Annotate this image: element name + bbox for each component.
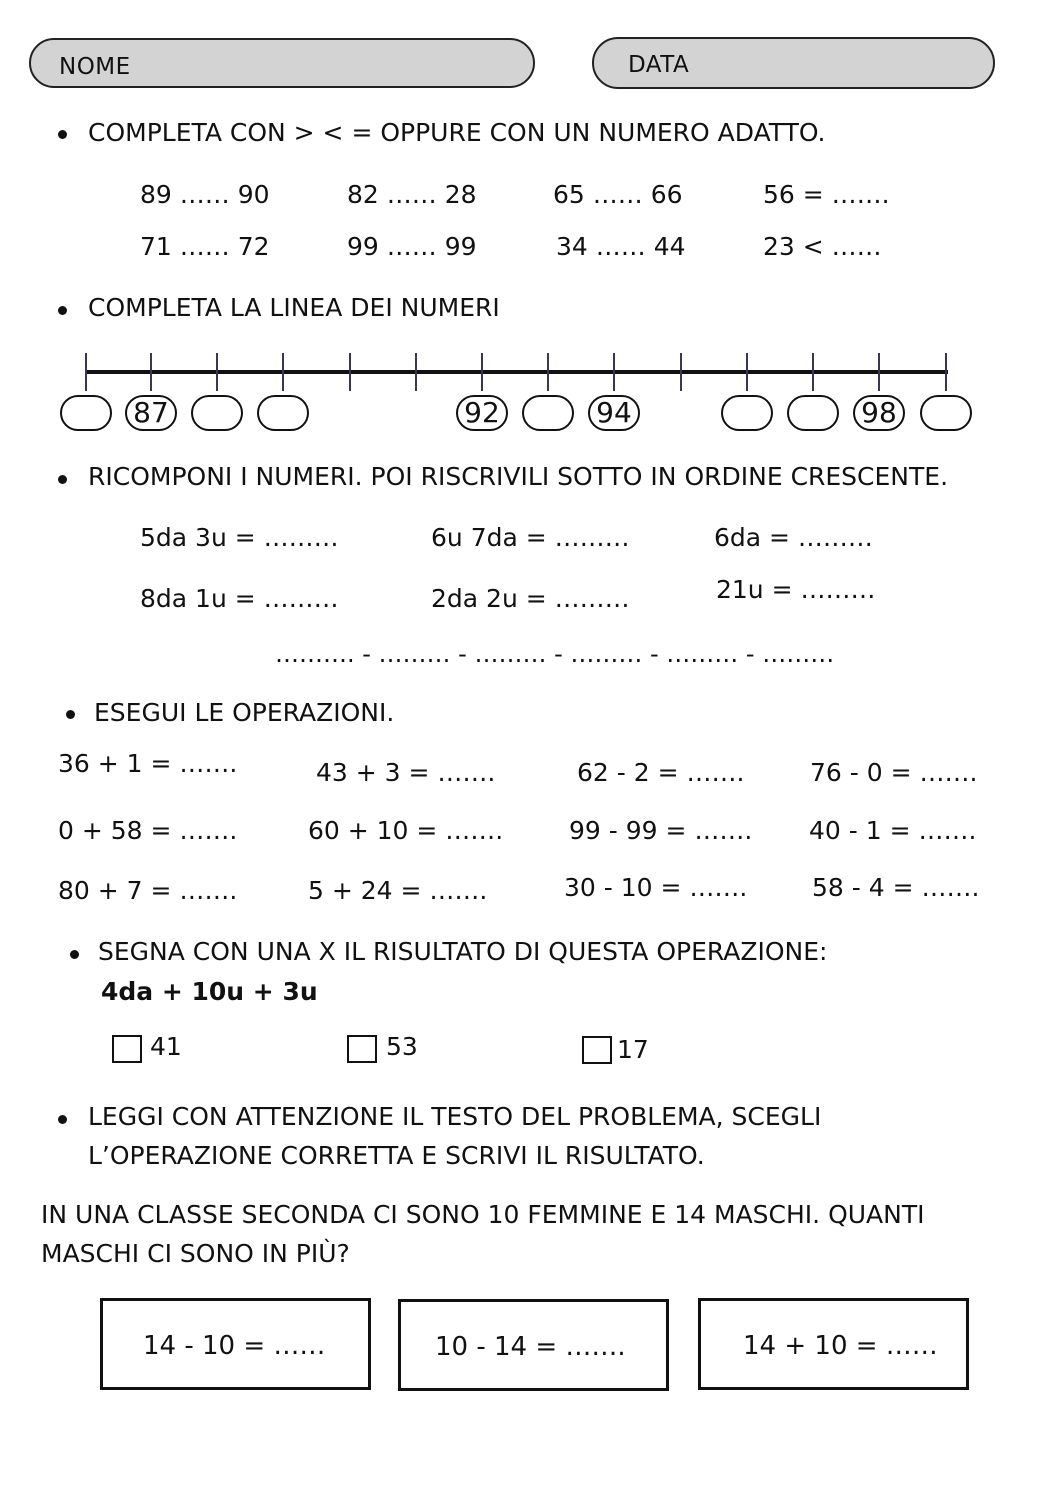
bullet xyxy=(58,130,67,139)
compare-item: 82 …… 28 xyxy=(347,180,477,209)
problem-text-line2: MASCHI CI SONO IN PIÙ? xyxy=(41,1239,350,1268)
date-field[interactable] xyxy=(592,37,995,89)
option-checkbox-41[interactable] xyxy=(112,1035,142,1063)
compare-item: 56 = ……. xyxy=(763,180,890,209)
option-label: 53 xyxy=(386,1032,418,1061)
operation-item: 40 - 1 = ……. xyxy=(809,816,977,845)
answer-box-1[interactable] xyxy=(100,1298,371,1390)
operation-item: 99 - 99 = ……. xyxy=(569,816,753,845)
operation-item: 5 + 24 = ……. xyxy=(308,876,488,905)
option-checkbox-17[interactable] xyxy=(582,1036,612,1064)
number-oval-blank[interactable] xyxy=(60,395,112,431)
number-oval-blank[interactable] xyxy=(257,395,309,431)
number-oval-filled: 92 xyxy=(456,395,508,431)
operation-item: 60 + 10 = ……. xyxy=(308,816,504,845)
compare-item: 71 …… 72 xyxy=(140,232,270,261)
compose-item: 8da 1u = ……… xyxy=(140,584,339,613)
operation-item: 36 + 1 = ……. xyxy=(58,749,238,778)
compare-item: 34 …… 44 xyxy=(556,232,686,261)
number-line-tick xyxy=(680,353,682,391)
operation-item: 80 + 7 = ……. xyxy=(58,876,238,905)
section5-title: SEGNA CON UNA X IL RISULTATO DI QUESTA OPERAZIONE: xyxy=(98,937,828,966)
option-label: 17 xyxy=(617,1035,649,1064)
number-line-tick xyxy=(613,353,615,391)
answer-choice: 14 + 10 = …… xyxy=(743,1331,938,1361)
number-line-tick xyxy=(216,353,218,391)
number-line-tick xyxy=(150,353,152,391)
section6-title-line2: L’OPERAZIONE CORRETTA E SCRIVI IL RISULTATO. xyxy=(88,1141,705,1170)
bullet xyxy=(58,475,67,484)
compose-item: 2da 2u = ……… xyxy=(431,584,630,613)
number-oval-filled: 98 xyxy=(853,395,905,431)
answer-choice: 10 - 14 = ……. xyxy=(435,1332,626,1362)
operation-item: 0 + 58 = ……. xyxy=(58,816,238,845)
compare-item: 89 …… 90 xyxy=(140,180,270,209)
section6-title-line1: LEGGI CON ATTENZIONE IL TESTO DEL PROBLEMA, SCEGLI xyxy=(88,1102,822,1131)
problem-text-line1: IN UNA CLASSE SECONDA CI SONO 10 FEMMINE E 14 MASCHI. QUANTI xyxy=(41,1200,925,1229)
compose-item: 6da = ……… xyxy=(714,523,873,552)
operation-item: 43 + 3 = ……. xyxy=(316,758,496,787)
number-line-tick xyxy=(415,353,417,391)
bullet xyxy=(58,306,67,315)
number-line-tick xyxy=(547,353,549,391)
number-oval-blank[interactable] xyxy=(787,395,839,431)
number-line-tick xyxy=(746,353,748,391)
number-oval-blank[interactable] xyxy=(191,395,243,431)
number-line-tick xyxy=(812,353,814,391)
number-line-tick xyxy=(481,353,483,391)
answer-box-2[interactable] xyxy=(398,1299,669,1391)
section3-title: RICOMPONI I NUMERI. POI RISCRIVILI SOTTO IN ORDINE CRESCENTE. xyxy=(88,462,949,491)
operation-item: 30 - 10 = ……. xyxy=(564,873,748,902)
compose-item: 21u = ……… xyxy=(716,575,876,604)
name-field[interactable] xyxy=(29,38,535,88)
target-operation: 4da + 10u + 3u xyxy=(101,977,318,1006)
option-label: 41 xyxy=(150,1032,182,1061)
answer-box-3[interactable] xyxy=(698,1298,969,1390)
number-oval-filled: 87 xyxy=(125,395,177,431)
number-oval-blank[interactable] xyxy=(721,395,773,431)
number-oval-filled: 94 xyxy=(588,395,640,431)
number-line-tick xyxy=(878,353,880,391)
operation-item: 62 - 2 = ……. xyxy=(577,758,745,787)
option-checkbox-53[interactable] xyxy=(347,1035,377,1063)
number-line-tick xyxy=(282,353,284,391)
bullet xyxy=(70,950,79,959)
operation-item: 76 - 0 = ……. xyxy=(810,758,978,787)
number-oval-blank[interactable] xyxy=(522,395,574,431)
section4-title: ESEGUI LE OPERAZIONI. xyxy=(94,698,395,727)
compare-item: 23 < …… xyxy=(763,232,882,261)
order-line: ………. - ……… - ……… - ……… - ……… - ……… xyxy=(275,640,835,668)
number-line-tick xyxy=(945,353,947,391)
operation-item: 58 - 4 = ……. xyxy=(812,873,980,902)
section1-title: COMPLETA CON > < = OPPURE CON UN NUMERO ADATTO. xyxy=(88,118,826,147)
number-line-tick xyxy=(349,353,351,391)
number-oval-blank[interactable] xyxy=(920,395,972,431)
compose-item: 6u 7da = ……… xyxy=(431,523,630,552)
date-label: DATA xyxy=(628,52,690,78)
bullet xyxy=(66,710,75,719)
compare-item: 99 …… 99 xyxy=(347,232,477,261)
compare-item: 65 …… 66 xyxy=(553,180,683,209)
answer-choice: 14 - 10 = …… xyxy=(143,1331,326,1361)
name-label: NOME xyxy=(59,54,131,80)
compose-item: 5da 3u = ……… xyxy=(140,523,339,552)
bullet xyxy=(58,1115,67,1124)
section2-title: COMPLETA LA LINEA DEI NUMERI xyxy=(88,293,500,322)
number-line-tick xyxy=(85,353,87,391)
